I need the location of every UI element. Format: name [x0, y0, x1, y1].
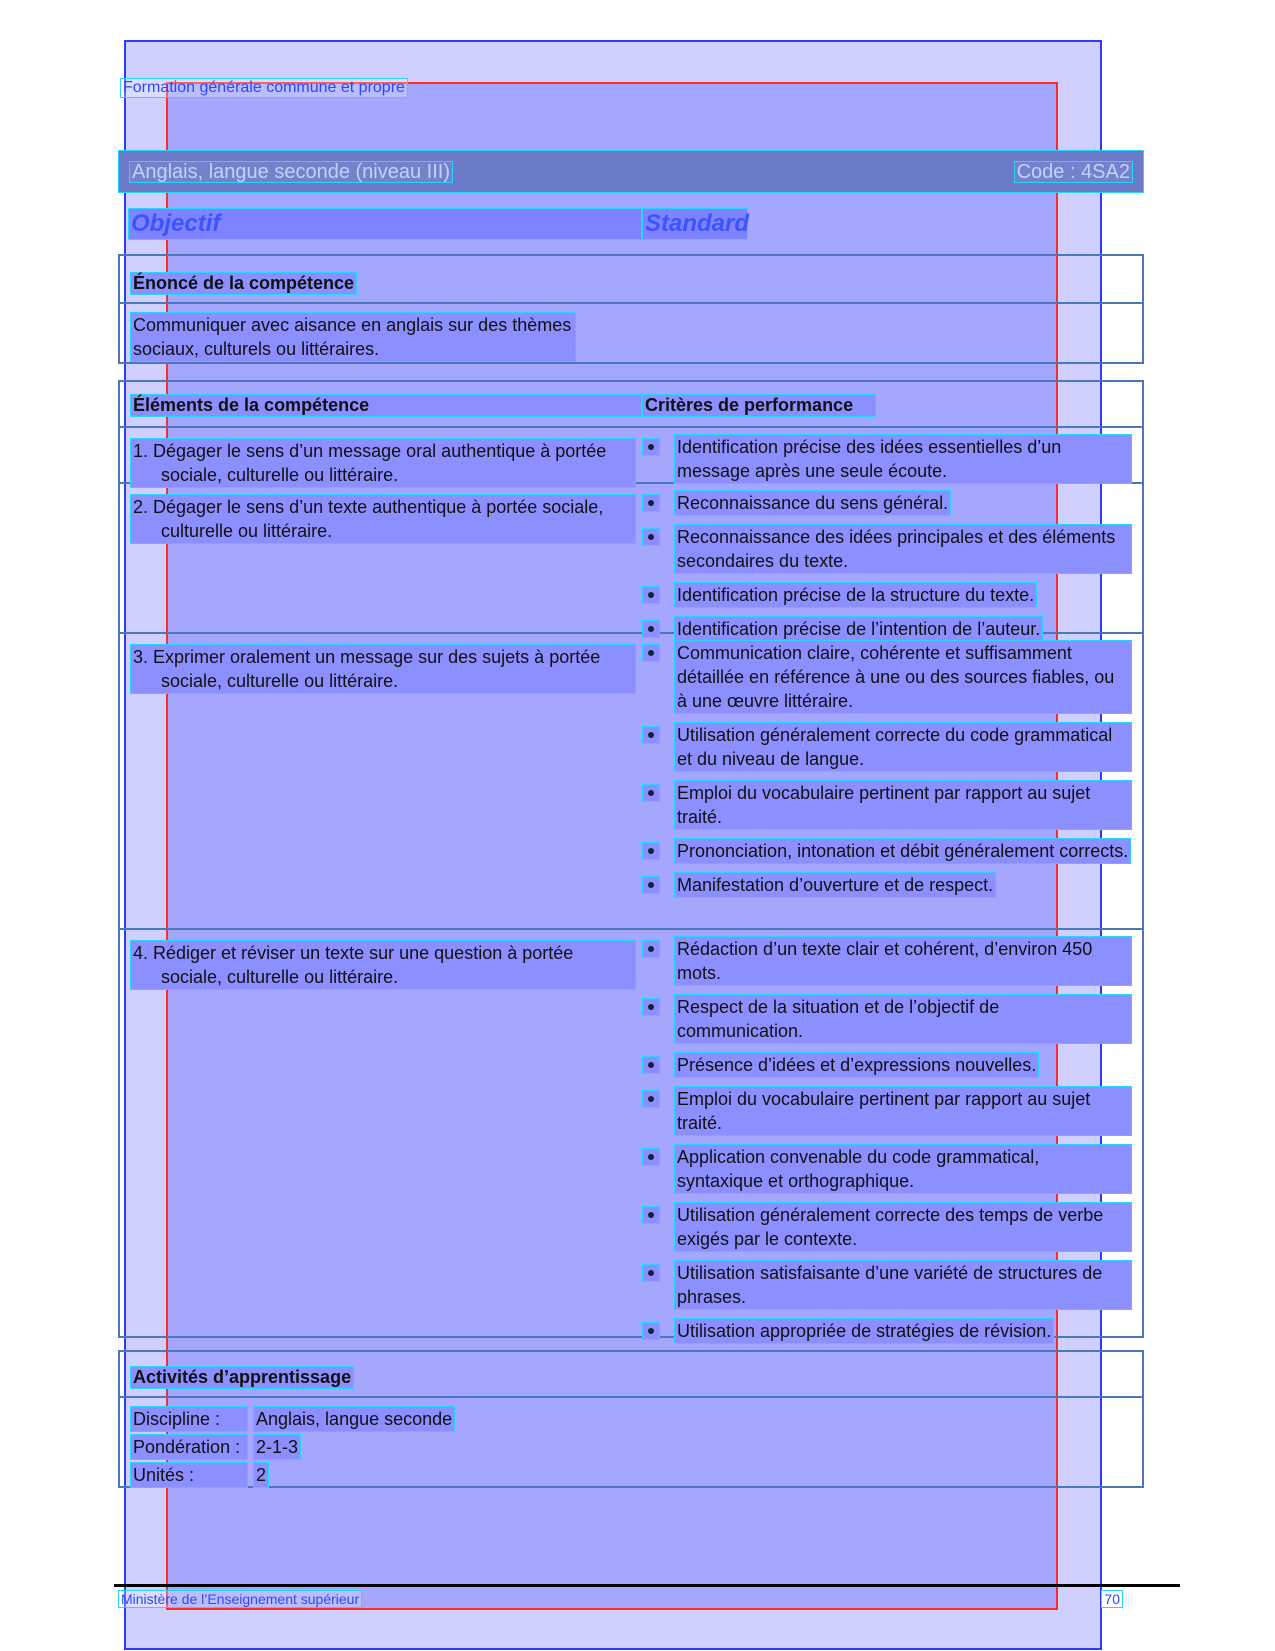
bullet-icon [642, 494, 660, 512]
criteria-text: Reconnaissance du sens général. [674, 490, 951, 516]
criteria-item [642, 1202, 1132, 1252]
criteria-text: Utilisation généralement correcte du code grammatical et du niveau de langue. [674, 722, 1132, 772]
criteria-text: Rédaction d’un texte clair et cohérent, d’environ 450 mots. [674, 936, 1132, 986]
bullet-icon [642, 940, 660, 958]
element-row [120, 930, 1142, 1341]
element-text: 4. Rédiger et réviser un texte sur une question à portée sociale, culturelle ou littéraire. [130, 940, 636, 990]
element-row [120, 484, 1142, 639]
criteria-text: Identification précise des idées essentielles d’un message après une seule écoute. [674, 434, 1132, 484]
criteria-item [642, 936, 1132, 986]
criteria-text: Présence d’idées et d’expressions nouvelles. [674, 1052, 1039, 1078]
bullet-icon [642, 644, 660, 662]
footer-ministry: Ministère de l’Enseignement supérieur [118, 1590, 362, 1608]
bullet-icon [642, 586, 660, 604]
criteria-heading: Critères de performance [642, 394, 876, 417]
criteria-item [642, 1260, 1132, 1310]
column-headings [128, 208, 1144, 240]
criteria-text: Reconnaissance des idées principales et des éléments secondaires du texte. [674, 524, 1132, 574]
criteria-item [642, 1144, 1132, 1194]
competency-statement-heading: Énoncé de la compétence [130, 272, 357, 295]
criteria-text: Utilisation appropriée de stratégies de révision. [674, 1318, 1054, 1344]
header-top-text: Formation générale commune et propre [120, 78, 408, 98]
criteria-text: Manifestation d’ouverture et de respect. [674, 872, 996, 898]
element-text: 3. Exprimer oralement un message sur des sujets à portée sociale, culturelle ou littéraire. [130, 644, 636, 694]
criteria-list [642, 640, 1132, 906]
criteria-list [642, 490, 1132, 650]
criteria-text: Respect de la situation et de l’objectif de communication. [674, 994, 1132, 1044]
activity-line [130, 1434, 301, 1460]
criteria-text: Prononciation, intonation et débit généralement corrects. [674, 838, 1131, 864]
bullet-icon [642, 726, 660, 744]
course-code: Code : 4SA2 [1014, 161, 1133, 183]
element-row [120, 634, 1142, 930]
criteria-text: Communication claire, cohérente et suffisamment détaillée en référence à une ou des sources fiables, ou à une œuvre littéraire. [674, 640, 1132, 714]
elements-heading: Éléments de la compétence [130, 394, 642, 417]
criteria-item [642, 780, 1132, 830]
criteria-text: Utilisation satisfaisante d’une variété de structures de phrases. [674, 1260, 1132, 1310]
learning-activities-heading: Activités d’apprentissage [130, 1366, 354, 1389]
bullet-icon [642, 438, 660, 456]
bullet-icon [642, 1206, 660, 1224]
learning-activities-box [118, 1350, 1144, 1488]
criteria-item [642, 582, 1132, 608]
learning-activities-divider [120, 1396, 1142, 1398]
bullet-icon [642, 842, 660, 860]
bullet-icon [642, 876, 660, 894]
criteria-list [642, 936, 1132, 1352]
bullet-icon [642, 1090, 660, 1108]
bullet-icon [642, 1148, 660, 1166]
bullet-icon [642, 528, 660, 546]
criteria-text: Emploi du vocabulaire pertinent par rapport au sujet traité. [674, 1086, 1132, 1136]
competency-statement-text: Communiquer avec aisance en anglais sur des thèmes sociaux, culturels ou littéraires. [130, 312, 576, 362]
criteria-text: Emploi du vocabulaire pertinent par rapport au sujet traité. [674, 780, 1132, 830]
criteria-item [642, 1318, 1132, 1344]
criteria-item [642, 490, 1132, 516]
element-row [120, 428, 1142, 484]
activity-line [130, 1406, 455, 1432]
activity-value: Anglais, langue seconde [253, 1406, 455, 1432]
criteria-item [642, 1086, 1132, 1136]
course-bar [118, 150, 1144, 193]
criteria-item [642, 434, 1132, 484]
criteria-text: Identification précise de la structure du texte. [674, 582, 1037, 608]
criteria-text: Application convenable du code grammatical, syntaxique et orthographique. [674, 1144, 1132, 1194]
activity-label: Pondération : [130, 1434, 248, 1460]
objective-heading: Objectif [128, 208, 642, 240]
elements-heading-row [120, 382, 1142, 428]
activity-value: 2-1-3 [253, 1434, 301, 1460]
activity-label: Unités : [130, 1462, 248, 1488]
competency-statement-divider [120, 302, 1142, 304]
bullet-icon [642, 1056, 660, 1074]
activity-label: Discipline : [130, 1406, 248, 1432]
competency-statement-box [118, 254, 1144, 364]
criteria-item [642, 838, 1132, 864]
bullet-icon [642, 1322, 660, 1340]
criteria-text: Identification précise de l’intention de l’auteur. [674, 616, 1043, 642]
bullet-icon [642, 784, 660, 802]
competency-elements-box [118, 380, 1144, 1341]
course-name: Anglais, langue seconde (niveau III) [129, 161, 453, 183]
criteria-item [642, 872, 1132, 898]
bullet-icon [642, 998, 660, 1016]
criteria-item [642, 640, 1132, 714]
activity-line [130, 1462, 269, 1488]
element-text: 1. Dégager le sens d’un message oral authentique à portée sociale, culturelle ou littéraire. [130, 438, 636, 488]
bullet-icon [642, 1264, 660, 1282]
criteria-item [642, 722, 1132, 772]
footer-page-number: 70 [1101, 1590, 1123, 1608]
criteria-item [642, 524, 1132, 574]
criteria-item [642, 994, 1132, 1044]
footer-divider [114, 1584, 1180, 1587]
standard-heading: Standard [642, 208, 748, 240]
criteria-item [642, 1052, 1132, 1078]
element-text: 2. Dégager le sens d’un texte authentique à portée sociale, culturelle ou littéraire. [130, 494, 636, 544]
criteria-text: Utilisation généralement correcte des temps de verbe exigés par le contexte. [674, 1202, 1132, 1252]
activity-value: 2 [253, 1462, 269, 1488]
